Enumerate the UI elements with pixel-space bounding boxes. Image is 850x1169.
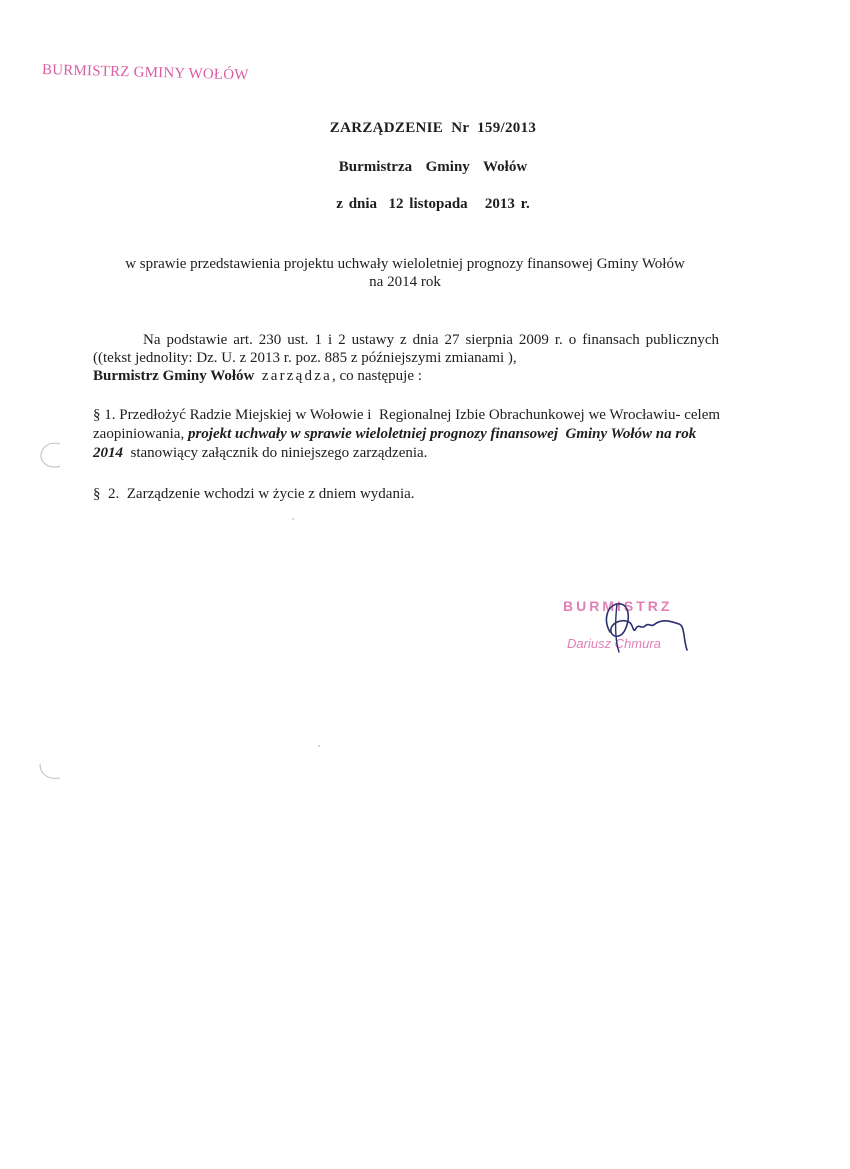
subject-line-2: na 2014 rok: [369, 274, 441, 290]
subject-line-1: w sprawie przedstawienia projektu uchwały wieloletniej prognozy finansowej Gminy Wołów: [125, 256, 685, 272]
signature-stamp-title: BURMISTRZ: [563, 598, 673, 614]
date-line: z dnia 12 listopada 2013 r.: [336, 196, 530, 212]
legal-basis-issuer: Burmistrz Gminy Wołów: [93, 368, 255, 384]
scan-speck: [292, 518, 294, 520]
legal-basis-follows: , co następuje :: [331, 368, 422, 384]
issuer-line: Burmistrza Gminy Wołów: [338, 159, 528, 175]
signature-stamp-name: Dariusz Chmura: [567, 636, 661, 651]
paragraph-1-tail: stanowiący załącznik do niniejszego zarządzenia.: [123, 445, 428, 461]
scan-speck: [318, 745, 320, 747]
legal-basis: [93, 331, 719, 385]
subject-block: [90, 255, 720, 291]
legal-basis-orders: zarządza: [261, 368, 332, 384]
paragraph-1-emphasis: projekt uchwały w sprawie wieloletniej prognozy finansowej Gminy Wołów na rok 2014: [93, 426, 700, 461]
paragraph-2: § 2. Zarządzenie wchodzi w życie z dniem wydania.: [93, 486, 415, 502]
punch-hole-mark-lower: [34, 760, 64, 786]
header-stamp: BURMISTRZ GMINY WOŁÓW: [41, 62, 249, 84]
handwritten-signature: [555, 592, 715, 672]
document-title: ZARZĄDZENIE Nr 159/2013: [329, 120, 537, 136]
paragraph-1: [93, 406, 723, 463]
legal-basis-text: Na podstawie art. 230 ust. 1 i 2 ustawy z dnia 27 sierpnia 2009 r. o finansach publicznych ((tekst jednolity: Dz. U. z 2013 r. poz. 885 z późniejszymi zmianami ),: [93, 332, 719, 366]
paragraph-1-text: § 1. Przedłożyć Radzie Miejskiej w Wołowie i Regionalnej Izbie Obrachunkowej we Wrocławiu- celem zaopiniowania,: [93, 407, 724, 442]
signature-area: [555, 592, 715, 672]
punch-hole-mark-upper: [34, 438, 64, 472]
